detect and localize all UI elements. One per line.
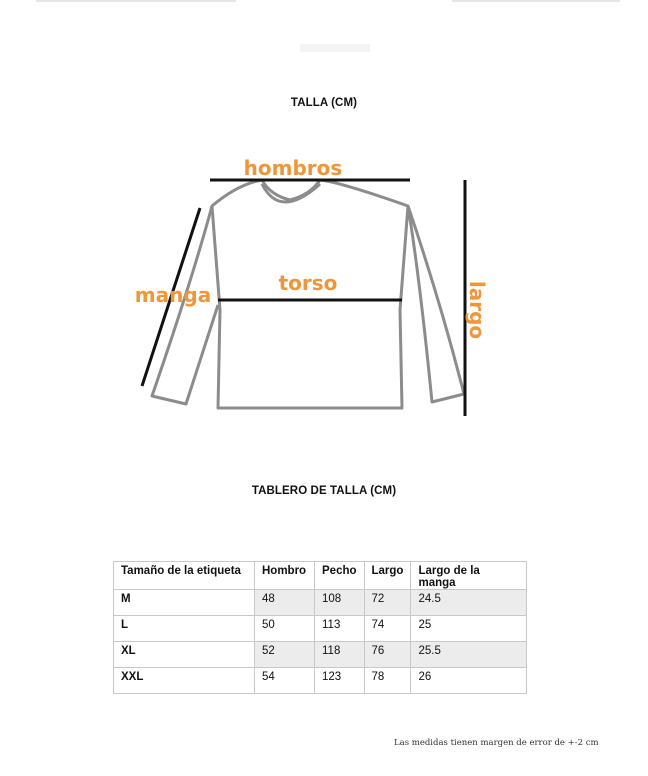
right-sleeve (408, 206, 464, 402)
cell-length: 76 (364, 642, 411, 668)
cell-shoulder: 54 (255, 668, 315, 694)
header-tag-size: Tamaño de la etiqueta (114, 562, 255, 590)
cell-length: 78 (364, 668, 411, 694)
size-chart-title: TABLERO DE TALLA (CM) (251, 485, 397, 497)
table-row (114, 668, 527, 694)
label-sleeve: manga (134, 283, 212, 307)
cell-sleeve-length: 24.5 (411, 590, 527, 616)
label-shoulders: hombros (243, 156, 343, 180)
measurement-tolerance-note: Las medidas tienen margen de error de +-2 cm (394, 738, 599, 748)
cell-sleeve-length: 26 (411, 668, 527, 694)
sweater-measurement-diagram (120, 140, 500, 430)
header-sleeve-length: Largo de la manga (411, 562, 527, 590)
cell-sleeve-length: 25.5 (411, 642, 527, 668)
cell-shoulder: 50 (255, 616, 315, 642)
size-table (113, 561, 527, 694)
page-title: TALLA (CM) (290, 97, 358, 109)
cell-size: L (114, 616, 255, 642)
cell-chest: 118 (315, 642, 365, 668)
cell-sleeve-length: 25 (411, 616, 527, 642)
cell-length: 72 (364, 590, 411, 616)
table-row (114, 642, 527, 668)
header-length: Largo (364, 562, 411, 590)
table-header-row (114, 562, 527, 590)
table-row (114, 616, 527, 642)
header-chest: Pecho (315, 562, 365, 590)
cell-chest: 113 (315, 616, 365, 642)
label-torso: torso (278, 271, 338, 295)
top-rule-left (36, 0, 236, 2)
cell-size: XXL (114, 668, 255, 694)
label-length: largo (465, 280, 489, 340)
faint-header-mark (300, 44, 370, 52)
top-rule-right (452, 0, 620, 2)
cell-size: M (114, 590, 255, 616)
table-row (114, 590, 527, 616)
header-shoulder: Hombro (255, 562, 315, 590)
cell-shoulder: 48 (255, 590, 315, 616)
cell-chest: 108 (315, 590, 365, 616)
cell-shoulder: 52 (255, 642, 315, 668)
cell-length: 74 (364, 616, 411, 642)
cell-chest: 123 (315, 668, 365, 694)
cell-size: XL (114, 642, 255, 668)
